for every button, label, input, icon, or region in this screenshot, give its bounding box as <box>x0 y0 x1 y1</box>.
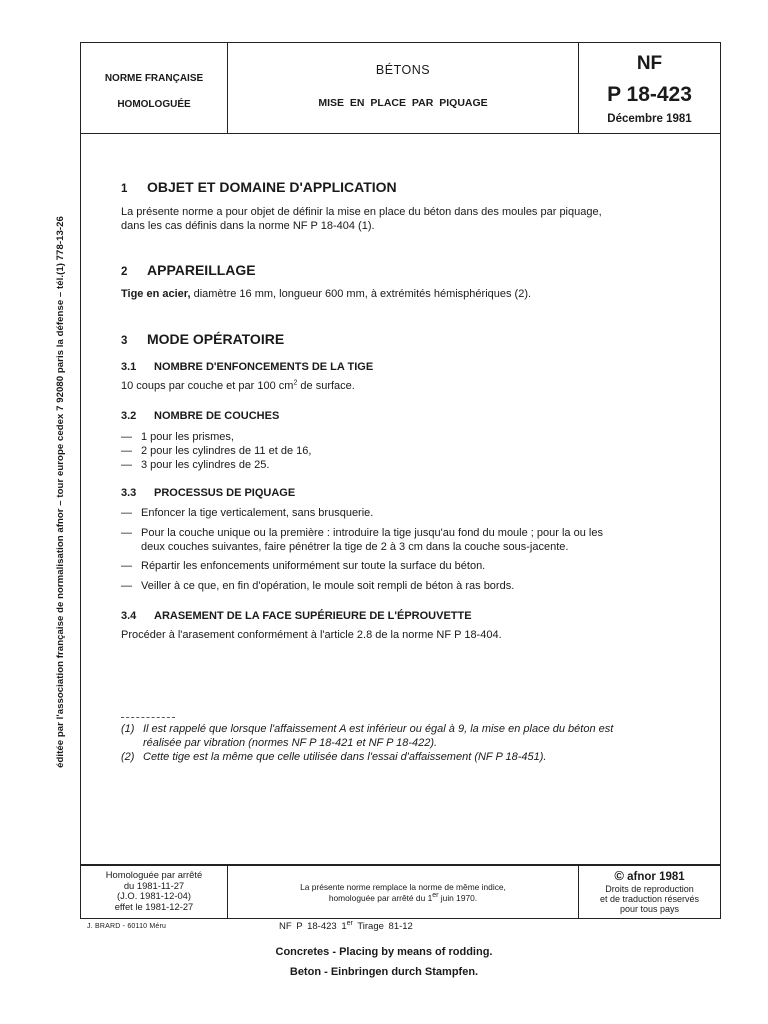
list-item: — Veiller à ce que, en fin d'opération, le moule soit rempli de béton à ras bords. <box>121 580 515 592</box>
list-item: — 1 pour les prismes, <box>121 431 234 443</box>
text-line: (J.O. 1981-12-04) <box>117 890 191 901</box>
document-title: BÉTONS <box>375 63 431 77</box>
norme-francaise-label: NORME FRANÇAISE <box>104 73 204 84</box>
text-run: de surface. <box>297 380 355 392</box>
text-line: du 1981-11-27 <box>123 879 185 891</box>
document-subtitle: MISE EN PLACE PAR PIQUAGE <box>318 97 488 109</box>
text-line: homologuée par arrêté du 1er juin 1970. <box>328 891 478 903</box>
replacement-cell <box>228 866 579 918</box>
header-box <box>80 42 721 134</box>
header-status-cell <box>81 43 228 133</box>
section-2-text <box>121 287 701 301</box>
list-item: — Répartir les enfoncements uniformément sur toute la surface du béton. <box>121 560 486 572</box>
header-title-cell <box>228 43 579 133</box>
section-number: 2 <box>121 266 128 278</box>
homologuee-label: HOMOLOGUÉE <box>117 99 191 110</box>
homologation-cell <box>81 866 228 918</box>
section-3-4-text: Procéder à l'arasement conformément à l'article 2.8 de la norme NF P 18-404. <box>121 629 502 641</box>
section-3-3-heading <box>121 487 701 499</box>
standard-date: Décembre 1981 <box>607 113 692 125</box>
footnote-1: (1) Il est rappelé que lorsque l'affaissement A est inférieur ou égal à 9, la mise en place du béton est <box>121 723 614 735</box>
list-item: — Pour la couche unique ou la première : introduire la tige jusqu'au fond du moule ; pour la ou les <box>121 527 603 539</box>
list-item: — 3 pour les cylindres de 25. <box>121 459 270 471</box>
copyright-cell <box>579 866 720 921</box>
footnote-separator <box>121 717 175 718</box>
section-3-4-heading <box>121 610 701 622</box>
subsection-number: 3.3 <box>121 487 137 499</box>
section-number: 1 <box>121 183 128 195</box>
text-line: dans les cas définis dans la norme NF P 18-404 (1). <box>121 220 375 232</box>
text-line: La présente norme a pour objet de définir la mise en place du béton dans des moules par piquage, <box>121 206 602 218</box>
subsection-number: 3.1 <box>121 361 137 373</box>
section-3-1-text <box>121 379 701 393</box>
layers-list <box>121 430 701 472</box>
section-number: 3 <box>121 335 128 347</box>
text-line: Homologuée par arrêté <box>105 869 203 880</box>
header-number-cell <box>579 43 720 133</box>
english-title: Concretes - Placing by means of rodding. <box>275 946 493 958</box>
text-line: pour tous pays <box>619 904 680 914</box>
list-item: — 2 pour les cylindres de 11 et de 16, <box>121 445 312 457</box>
copyright-line: © afnor 1981 <box>614 868 685 883</box>
text-line: Droits de reproduction <box>605 884 694 894</box>
text-run: 10 coups par couche et par 100 cm <box>121 380 294 392</box>
text-line: La présente norme remplace la norme de même indice, <box>300 882 506 892</box>
nf-label: NF <box>636 53 663 74</box>
section-1-text <box>121 205 701 233</box>
section-title: MODE OPÉRATOIRE <box>147 331 285 347</box>
publisher-vertical-text: éditée par l'association française de normalisation afnor – tour europe cedex 7 92080 paris la défense – tél.(1) 778-13-26 <box>55 216 66 768</box>
section-1-heading <box>121 179 701 195</box>
list-item: — Enfoncer la tige verticalement, sans brusquerie. <box>121 507 374 519</box>
subsection-number: 3.4 <box>121 610 137 622</box>
printer-credit: J. BRARD - 60110 Méru <box>87 923 167 930</box>
footnote-2: (2) Cette tige est la même que celle utilisée dans l'essai d'affaissement (NF P 18-451). <box>121 751 547 763</box>
footnote-1-continuation: réalisée par vibration (normes NF P 18-421 et NF P 18-422). <box>143 737 438 749</box>
print-reference: NF P 18-423 1er Tirage 81-12 <box>279 919 413 932</box>
copyright-icon: © <box>614 868 624 883</box>
section-2-heading <box>121 262 701 278</box>
section-3-2-heading <box>121 410 701 422</box>
standard-number: P 18-423 <box>607 83 692 106</box>
section-3-heading <box>121 331 701 347</box>
text-run: diamètre 16 mm, longueur 600 mm, à extrémités hémisphériques (2). <box>190 288 532 300</box>
section-title: APPAREILLAGE <box>147 262 256 278</box>
superscript: 2 <box>293 379 298 387</box>
section-3-1-heading <box>121 361 701 373</box>
bold-term: Tige en acier, <box>121 288 191 300</box>
footnotes <box>121 722 701 764</box>
subsection-title: NOMBRE D'ENFONCEMENTS DE LA TIGE <box>154 361 374 373</box>
body-box <box>80 134 721 865</box>
text-line: effet le 1981-12-27 <box>114 900 194 912</box>
subsection-title: PROCESSUS DE PIQUAGE <box>154 487 296 499</box>
subsection-title: ARASEMENT DE LA FACE SUPÉRIEURE DE L'ÉPROUVETTE <box>154 610 472 622</box>
subsection-title: NOMBRE DE COUCHES <box>154 410 280 422</box>
section-title: OBJET ET DOMAINE D'APPLICATION <box>147 179 397 195</box>
footer-box <box>80 865 721 919</box>
list-item-continuation: deux couches suivantes, faire pénétrer la tige de 2 à 3 cm dans la couche sous-jacente. <box>141 541 569 553</box>
german-title: Beton - Einbringen durch Stampfen. <box>289 966 479 978</box>
subsection-number: 3.2 <box>121 410 137 422</box>
text-line: et de traduction réservés <box>599 894 700 904</box>
